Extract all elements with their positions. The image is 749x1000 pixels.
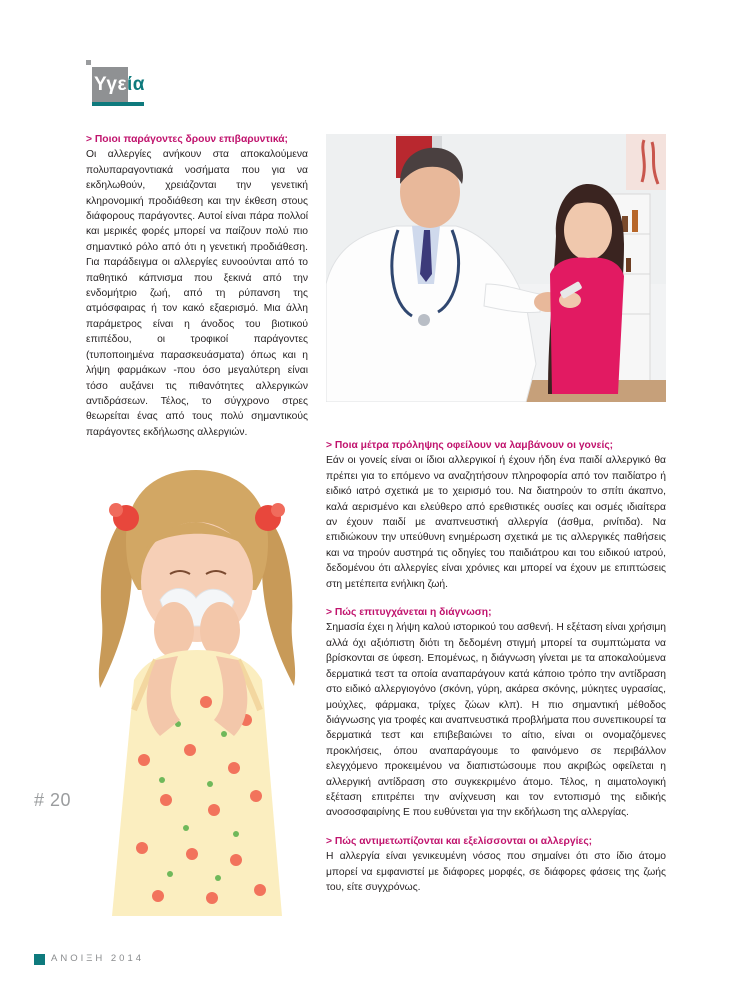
issue-label: ΑΝΟΙΞΗ 2014 (51, 953, 145, 964)
tag-underline (92, 102, 144, 106)
article-section (326, 438, 666, 592)
section-heading: > Ποια μέτρα πρόληψης οφείλουν να λαμβάνουν οι γονείς; (326, 440, 614, 451)
doctor-child-photo (326, 134, 666, 402)
body-text: Εάν οι γονείς είναι οι ίδιοι αλλεργικοί ή έχουν ήδη ένα παιδί αλλεργικό θα πρέπει για το επόμενο να αναζητήσουν πληροφορία από τον παιδίατρο ή ειδικό ιατρό σχετικά με το χειρισμό του. Να διατηρούν το σπίτι άκαπνο, καλά αερισμένο και ελεύθερο από ερεθιστικές ουσίες και οσμές ιδιαίτερα αν έχουν παιδί με αναπνευστική αλλεργία (άσθμα, ρινίτιδα). Να επιδιώκουν την υπεύθυνη ενημέρωση σχετικά με τις αλλεργικές παθήσεις και να τηρούν αυστηρά τις οδηγίες του παιδιάτρου και του ειδικού ιατρού, δεδομένου ότι αλλεργίες είναι χρόνιες και μπορεί να έχουν με επιπτώσεις στη μετέπειτα ενήλικη ζωή. (326, 455, 666, 590)
article-section (326, 834, 666, 896)
body-text: Σημασία έχει η λήψη καλού ιστορικού του ασθενή. Η εξέταση είναι χρήσιμη αλλά όχι αξιόπιστη διότι τη δεδομένη στιγμή μπορεί τα συμπτώματα να βρίσκονται σε ύφεση. Επομένως, η διάγνωση γίνεται με τα αποκαλούμενα δερματικά τεστ τα οποία αναπαράγουν κατά κάποιο τρόπο την αντίδραση στο ειδικό αλλεργιογόνο (σκόνη, γύρη, ακάρεα σκόνης, μύκητες υγρασίας, μούχλες, φάρμακα, τρίχες ζώων κλπ). Η πιο σημαντική μέθοδος διάγνωσης για τροφές και αναπνευστικά προβλήματα που συνεπικουρεί τα δερματικά τεστ και επιβεβαιώνει το αίτιο, είναι οι ονομαζόμενες προκλήσεις, όπου αναπαράγουμε το φαινόμενο σε περιβάλλον ελεγχόμενο προκειμένου να διαπιστώσουμε που ακριβώς οφείλεται η αλλεργική αντίδραση στο συγκεκριμένο άτομο. Τέλος, η αιματολογική εξέταση επιτρέπει την ανίχνευση και τον εντοπισμό της ειδικής ανοσοσφαιρίνης Ε που ευθύνεται για την εκδήλωση της αλλεργίας. (326, 622, 666, 819)
section-heading: > Ποιοι παράγοντες δρουν επιβαρυντικά; (86, 134, 288, 145)
page-number: # 20 (34, 790, 72, 810)
section-heading: > Πώς αντιμετωπίζονται και εξελίσσονται οι αλλεργίες; (326, 835, 593, 847)
article-section (326, 605, 666, 821)
left-column (86, 132, 308, 440)
body-text: Η αλλεργία είναι γενικευμένη νόσος που σημαίνει ότι στο ίδιο άτομο μπορεί να εμφανιστεί με διάφορες μορφές, σε διάφορες φάσεις της ζωής του, είτε συγχρόνως. (326, 851, 666, 893)
body-text: Οι αλλεργίες ανήκουν στα αποκαλούμενα πολυπαραγοντιακά νοσήματα που για να εκδηλωθούν, χρειάζονται την γενετική κληρονομική προδιάθεση και την έκθεση στους διάφορους παράγοντες. Αυτοί είναι πάρα πολλοί και μερικές φορές μπορεί να παίζουν πολύ πιο σημαντικό ρόλο από ότι η γενετική προδιάθεση. Για παράδειγμα οι αλλεργίες ευνοούνται από το παθητικό κάπνισμα που ξεκινά από την ενδομήτριο ζωή, από τη ρύπανση της ατμόσφαιρας ή τον κακό εξαερισμό. Μια άλλη παράμετρος είναι η άνοδος του βιοτικού επιπέδου, οι τροφικοί παράγοντες (τυποποιημένα παρασκευάσματα) όπως και η λήψη φαρμάκων -που όσο μεγαλύτερη είναι τόσο αυξάνει τις πιθανότητες αλλεργικών αντιδράσεων. Τέλος, το σύγχρονο στρες θεωρείται ένας από τους πολύ σημαντικούς παράγοντες εκδήλωσης αλλεργιών. (86, 149, 308, 438)
tag-square (86, 60, 91, 65)
section-tag (86, 60, 146, 104)
right-column (326, 438, 666, 908)
section-title: Υγεία (94, 74, 145, 95)
footer-square (34, 954, 45, 965)
section-heading: > Πώς επιτυγχάνεται η διάγνωση; (326, 607, 492, 619)
sneezing-child-photo (86, 450, 308, 916)
